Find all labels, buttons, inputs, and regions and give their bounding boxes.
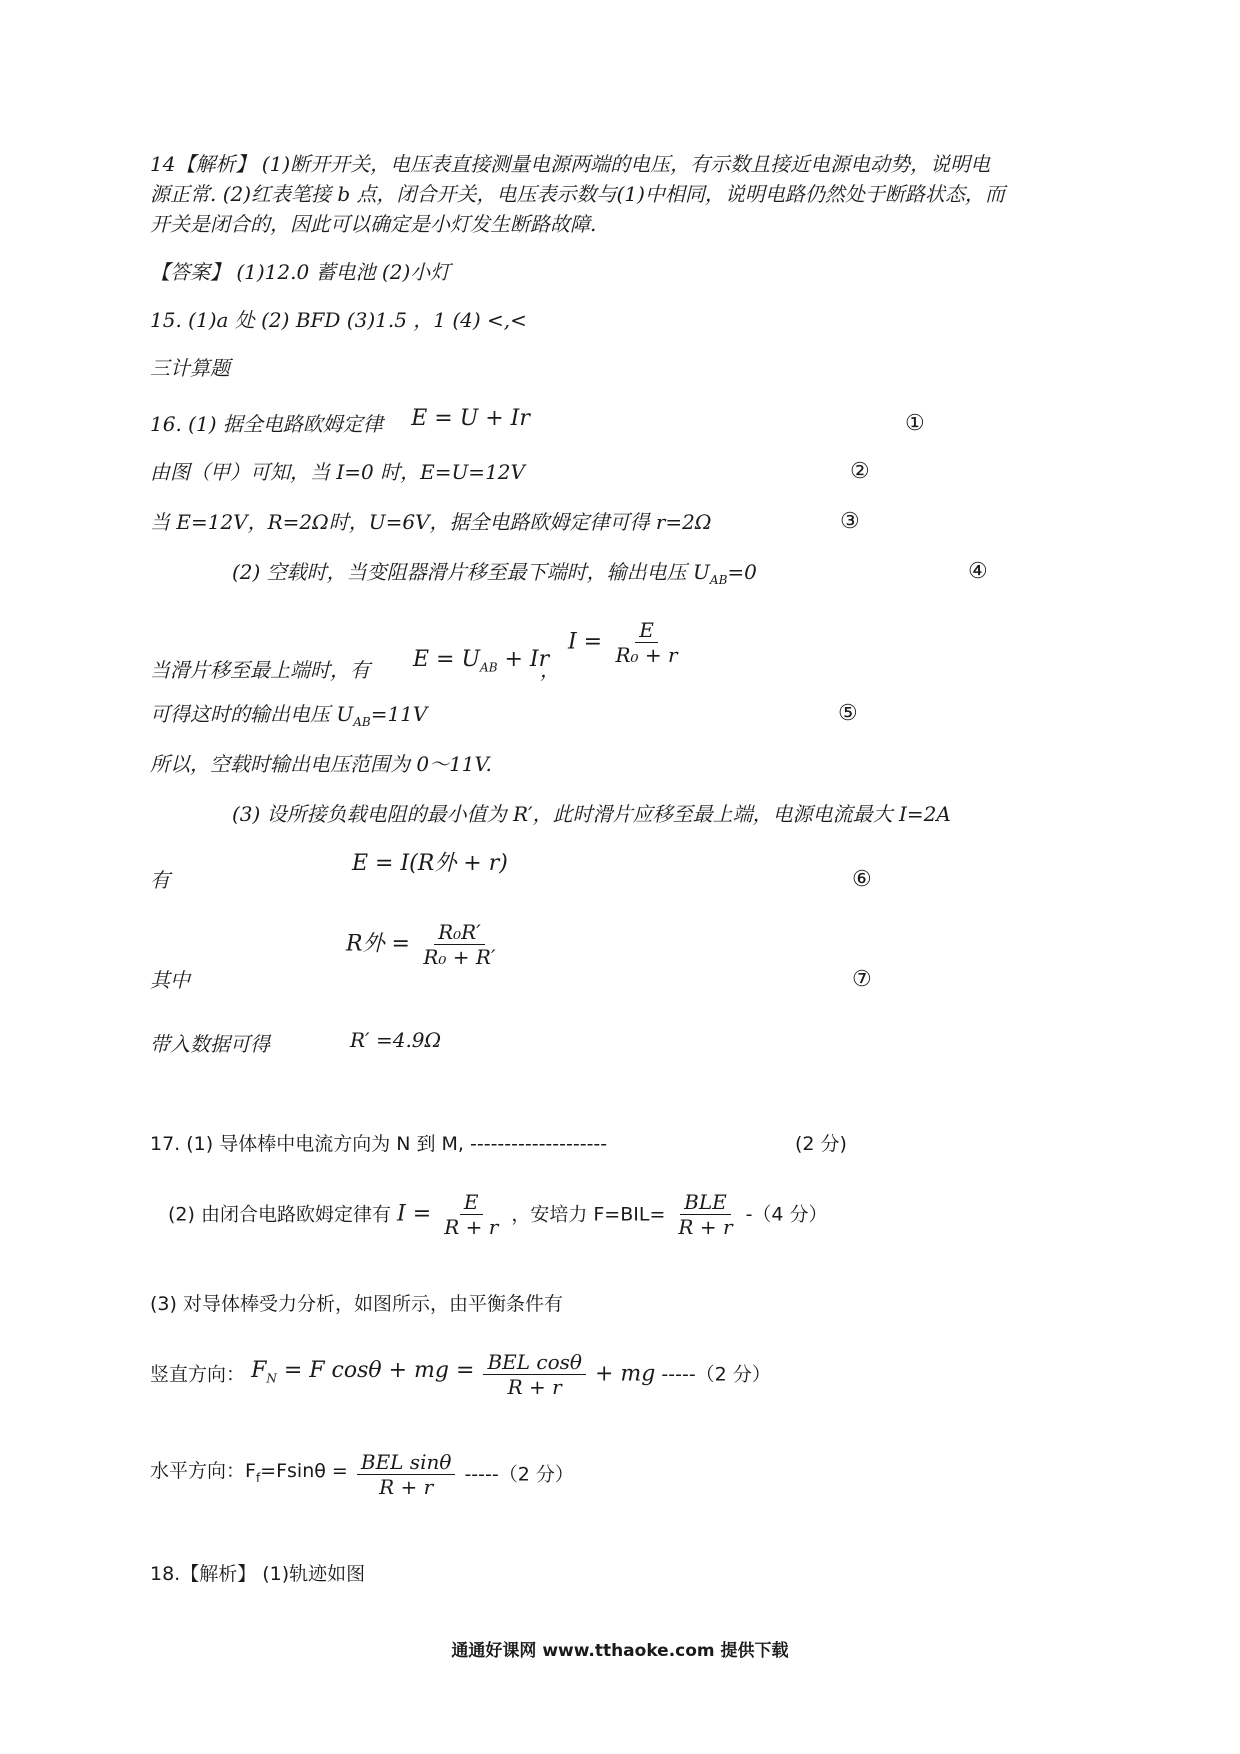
q16-line-6-b: =11V bbox=[370, 702, 428, 726]
q17-line-2-lhs: I = bbox=[397, 1201, 432, 1227]
q16-eq-external: E = I(R外 + r) bbox=[352, 851, 508, 876]
q16-line-7: 所以，空载时输出电压范围为 0～11V. bbox=[150, 752, 492, 776]
q16-line-4-sub: AB bbox=[709, 573, 728, 587]
page-footer: 通通好课网 www.tthaoke.com 提供下载 bbox=[451, 1641, 789, 1661]
q16-line-4-text: (2) 空载时，当变阻器滑片移至最下端时，输出电压 U bbox=[232, 560, 710, 584]
q16-eq-ohm: E = U + Ir bbox=[411, 406, 530, 431]
q17-line-2-b: ，安培力 F=BIL= bbox=[511, 1203, 666, 1226]
q16-eq-uab-a: E = U bbox=[413, 647, 481, 672]
q16-line-6-sub: AB bbox=[353, 715, 371, 729]
q16-eq-parallel bbox=[346, 920, 503, 990]
q16-mark-1: ① bbox=[905, 411, 925, 436]
q17-line-4-a: 竖直方向： bbox=[150, 1363, 246, 1386]
q14-answer: 【答案】 (1)12.0 蓄电池 (2)小灯 bbox=[150, 260, 451, 284]
q16-line-9-text: 有 bbox=[150, 868, 170, 892]
q16-frac-current bbox=[568, 618, 685, 667]
q16-mark-2: ② bbox=[850, 459, 870, 484]
q14-line-3: 开关是闭合的，因此可以确定是小灯发生断路故障. bbox=[150, 212, 597, 236]
q16-line-4-tail: =0 bbox=[727, 560, 757, 584]
q16-line-5-text: 当滑片移至最上端时，有 bbox=[150, 658, 370, 682]
q15-answer: 15. (1)a 处 (2) BFD (3)1.5 ，1 (4) <,< bbox=[150, 308, 527, 332]
q16-comma: ， bbox=[540, 658, 560, 682]
q16-eq-uab bbox=[413, 646, 549, 681]
q17-line-2-den2: R + r bbox=[678, 1215, 733, 1239]
q17-line-1-score: (2 分) bbox=[795, 1133, 847, 1155]
q17-line-5-sub: f bbox=[255, 1470, 261, 1485]
q14-line-1: 14【解析】 (1)断开开关，电压表直接测量电源两端的电压，有示数且接近电源电动势，说明电 bbox=[150, 152, 991, 176]
q17-line-3: (3) 对导体棒受力分析，如图所示，由平衡条件有 bbox=[150, 1293, 563, 1315]
q17-line-5-score: -----（2 分） bbox=[464, 1463, 574, 1486]
q17-line-4-num: BEL cosθ bbox=[483, 1350, 585, 1375]
q16-frac-current-num: E bbox=[635, 618, 658, 643]
q17-line-2-num: E bbox=[460, 1190, 483, 1215]
section-title: 三计算题 bbox=[150, 356, 230, 380]
q17-line-5-a: 水平方向：F bbox=[150, 1460, 256, 1483]
q17-line-5-num: BEL sinθ bbox=[357, 1450, 456, 1475]
q17-line-4-eq-3: + mg bbox=[594, 1361, 656, 1387]
q17-line-4-score: -----（2 分） bbox=[661, 1363, 771, 1386]
q17-line-5-b: =Fsinθ = bbox=[260, 1460, 348, 1483]
q16-mark-6: ⑥ bbox=[852, 867, 872, 892]
q16-eq-uab-sub: AB bbox=[480, 660, 498, 675]
q18-line-1: 18.【解析】 (1)轨迹如图 bbox=[150, 1563, 366, 1585]
q16-eq-uab-b: + Ir bbox=[497, 647, 550, 672]
q16-line-2: 由图（甲）可知，当 I=0 时，E=U=12V bbox=[150, 460, 525, 484]
q17-line-4 bbox=[150, 1350, 771, 1410]
q16-line-4 bbox=[232, 558, 757, 594]
q17-line-5-den: R + r bbox=[379, 1475, 434, 1499]
q16-eq-parallel-num: R₀R′ bbox=[434, 920, 485, 945]
q17-line-2 bbox=[168, 1190, 828, 1250]
q14-line-2: 源正常. (2)红表笔接 b 点，闭合开关，电压表示数与(1)中相同，说明电路仍然处于断路状态，而 bbox=[150, 182, 1005, 206]
q16-eq-parallel-den: R₀ + R′ bbox=[423, 945, 496, 969]
q16-line-6-a: 可得这时的输出电压 U bbox=[150, 702, 354, 726]
q16-line-11-text: 带入数据可得 bbox=[150, 1032, 270, 1056]
q17-line-4-eq bbox=[251, 1357, 475, 1386]
q16-frac-current-lhs: I = bbox=[568, 629, 603, 655]
q16-line-10-text: 其中 bbox=[150, 968, 190, 992]
q17-line-2-a: (2) 由闭合电路欧姆定律有 bbox=[168, 1203, 391, 1226]
q17-line-4-eq-f: F bbox=[251, 1357, 267, 1383]
q16-line-1 bbox=[150, 406, 530, 439]
q16-line-1-text: 16. (1) 据全电路欧姆定律 bbox=[150, 412, 383, 436]
q16-line-6 bbox=[150, 700, 427, 736]
q16-eq-parallel-lhs: R外 = bbox=[346, 931, 410, 957]
q16-line-3: 当 E=12V，R=2Ω时，U=6V，据全电路欧姆定律可得 r=2Ω bbox=[150, 510, 712, 534]
q16-line-8: (3) 设所接负载电阻的最小值为 R′，此时滑片应移至最上端，电源电流最大 I=2A bbox=[232, 802, 951, 826]
q16-mark-7: ⑦ bbox=[852, 967, 872, 992]
q17-line-2-c: -（4 分） bbox=[745, 1203, 828, 1226]
q17-line-5 bbox=[150, 1450, 574, 1510]
q17-line-4-eq-2: = F cosθ + mg = bbox=[276, 1357, 475, 1383]
q17-line-4-den: R + r bbox=[507, 1375, 562, 1399]
q16-line-11-value: R′ =4.9Ω bbox=[350, 1028, 442, 1052]
q16-frac-current-den: R₀ + r bbox=[615, 643, 678, 667]
q16-mark-4: ④ bbox=[968, 559, 988, 584]
q17-line-2-num2: BLE bbox=[680, 1190, 731, 1215]
q16-mark-5: ⑤ bbox=[838, 701, 858, 726]
q17-line-1: 17. (1) 导体棒中电流方向为 N 到 M, -------------------- bbox=[150, 1133, 608, 1155]
q16-mark-3: ③ bbox=[840, 509, 860, 534]
q17-line-4-eq-sub: N bbox=[266, 1371, 277, 1386]
q17-line-2-den: R + r bbox=[444, 1215, 499, 1239]
